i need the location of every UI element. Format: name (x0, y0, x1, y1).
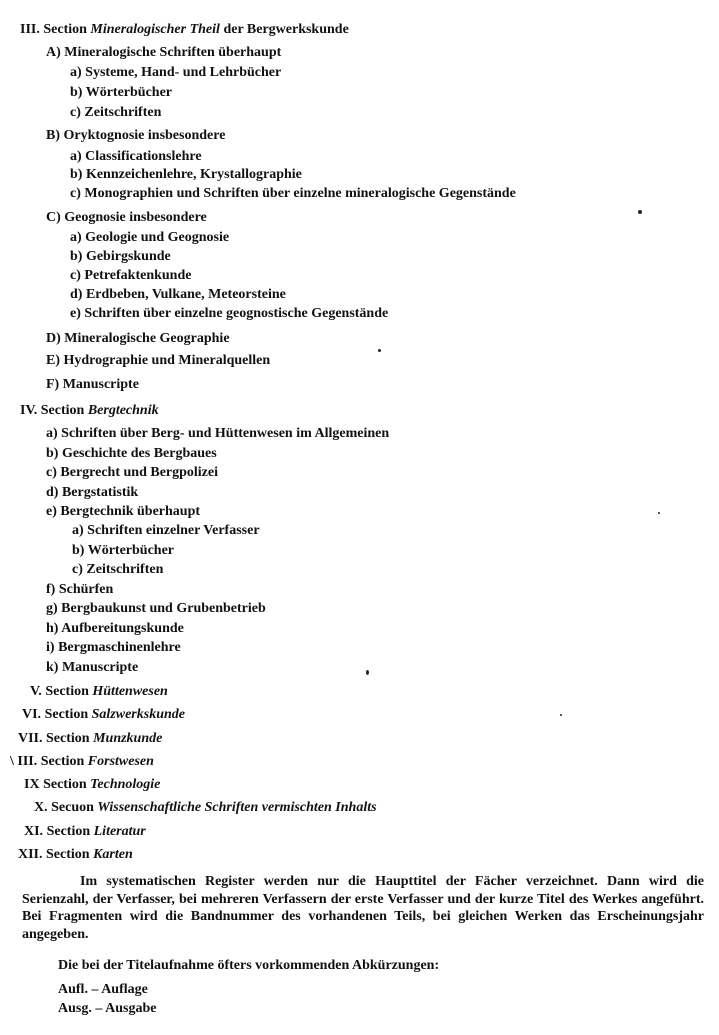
outline-line: e) Bergtechnik überhaupt (46, 504, 201, 519)
outline-line: VII. Section Munzkunde (18, 731, 163, 746)
outline-line: i) Bergmaschinenlehre (46, 640, 181, 655)
outline-line: c) Bergrecht und Bergpolizei (46, 465, 218, 480)
outline-line: d) Bergstatistik (46, 485, 139, 500)
outline-line: D) Mineralogische Geographie (46, 331, 230, 346)
outline-line: IX Section Technologie (24, 777, 161, 792)
abbrev-intro: Die bei der Titelaufnahme öfters vorkommenden Abkürzungen: (58, 958, 440, 973)
abbrev-line (58, 1001, 156, 1017)
abbrev-short: Ausg. (58, 1001, 92, 1016)
outline-line: VI. Section Salzwerkskunde (22, 707, 185, 722)
outline-line: B) Oryktognosie insbesondere (46, 128, 226, 143)
scan-speck (378, 349, 381, 352)
outline-line: a) Classificationslehre (70, 149, 202, 164)
outline-line: c) Monographien und Schriften über einzelne mineralogische Gegenstände (70, 186, 516, 201)
outline-line: a) Schriften über Berg- und Hüttenwesen im Allgemeinen (46, 426, 390, 441)
outline-line: XI. Section Literatur (24, 824, 146, 839)
outline-line: b) Wörterbücher (72, 543, 175, 558)
outline-line: \ III. Section Forstwesen (10, 754, 154, 769)
scan-speck (658, 512, 660, 514)
outline-line: a) Geologie und Geognosie (70, 230, 230, 245)
scan-speck (366, 670, 369, 675)
outline-line: e) Schriften über einzelne geognostische Gegenstände (70, 306, 389, 321)
scan-speck (638, 210, 642, 214)
abbrev-full: Ausgabe (105, 1001, 157, 1016)
outline-line: XII. Section Karten (18, 847, 133, 862)
outline-line: c) Zeitschriften (70, 105, 162, 120)
abbrev-dash: – (91, 982, 99, 997)
outline-line: b) Wörterbücher (70, 85, 173, 100)
outline-line: b) Kennzeichenlehre, Krystallographie (70, 167, 302, 182)
outline-line: h) Aufbereitungskunde (46, 621, 184, 636)
outline-line: d) Erdbeben, Vulkane, Meteorsteine (70, 287, 286, 302)
outline-line: C) Geognosie insbesondere (46, 210, 207, 225)
outline-line: k) Manuscripte (46, 660, 139, 675)
outline-line: b) Geschichte des Bergbaues (46, 446, 217, 461)
outline-line: F) Manuscripte (46, 377, 139, 392)
outline-line: g) Bergbaukunst und Grubenbetrieb (46, 601, 266, 616)
outline-line: a) Systeme, Hand- und Lehrbücher (70, 65, 282, 80)
outline-line: c) Petrefaktenkunde (70, 268, 192, 283)
outline-line: V. Section Hüttenwesen (30, 684, 168, 699)
abbrev-short: Aufl. (58, 982, 88, 997)
abbrev-line (58, 982, 148, 998)
abbrev-dash: – (95, 1001, 103, 1016)
outline-line: X. Secuon Wissenschaftliche Schriften vermischten Inhalts (34, 800, 377, 815)
outline-line: A) Mineralogische Schriften überhaupt (46, 45, 282, 60)
register-paragraph: Im systematischen Register werden nur die Haupttitel der Fächer verzeichnet. Dann wird die Serienzahl, der Verfasser, bei mehreren Verfassern der erste Verfasser und der kurze Titel des Werkes angeführt. Bei Fragmenten wird die Bandnummer des vorhandenen Teils, bei gleichen Werken das Erscheinungsjahr angegeben. (22, 874, 704, 942)
outline-line: IV. Section Bergtechnik (20, 403, 159, 418)
outline-line: a) Schriften einzelner Verfasser (72, 523, 260, 538)
abbrev-full: Auflage (101, 982, 148, 997)
outline-line: b) Gebirgskunde (70, 249, 171, 264)
scan-speck (560, 714, 562, 716)
outline-line: f) Schürfen (46, 582, 114, 597)
outline-line: c) Zeitschriften (72, 562, 164, 577)
outline-line: E) Hydrographie und Mineralquellen (46, 353, 271, 368)
outline-line: III. Section Mineralogischer Theil der Bergwerkskunde (20, 22, 349, 37)
